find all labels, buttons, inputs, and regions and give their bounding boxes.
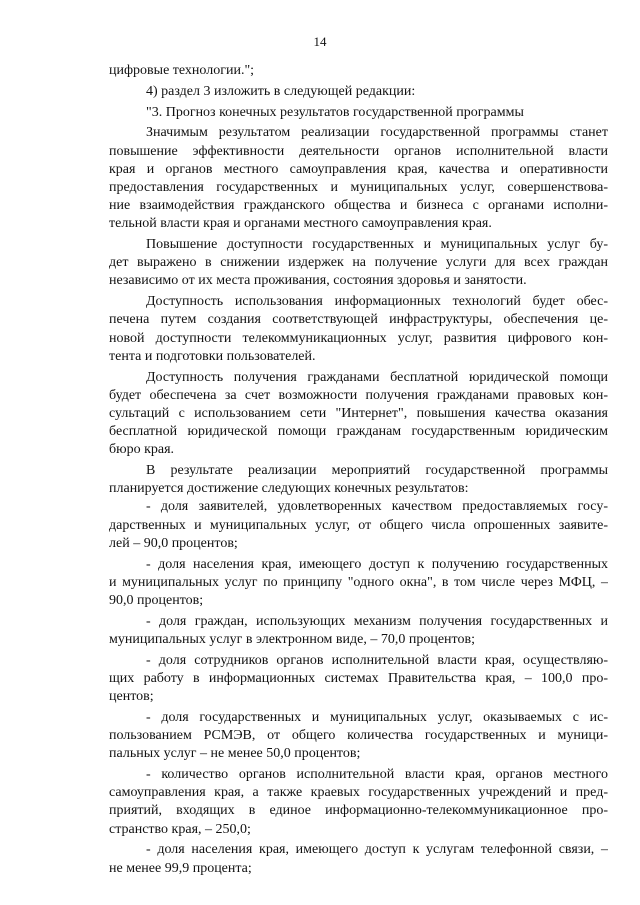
text-line: цифровые технологии.";: [109, 63, 255, 78]
text-line: "3. Прогноз конечных результатов государственной программы: [146, 104, 524, 120]
text-line: - доля государственных и муниципальных услуг, оказываемых с ис-: [146, 709, 608, 725]
text-line: тента и подготовки пользователей.: [109, 348, 316, 364]
document-body: [109, 62, 608, 878]
text-line: не менее 99,9 процента;: [109, 860, 252, 876]
text-line: Доступность получения гражданами бесплатной юридической помощи: [146, 369, 608, 385]
text-line: центов;: [109, 689, 154, 705]
text-line: лей – 90,0 процентов;: [109, 535, 238, 551]
text-line: - доля населения края, имеющего доступ к услугам телефонной связи, –: [146, 842, 608, 858]
text-line: приятий, входящих в единое информационно-телекоммуникационное про-: [109, 803, 608, 819]
text-line: - доля граждан, использующих механизм получения государственных и: [146, 613, 608, 629]
text-line: новой доступности телекоммуникационных услуг, развития цифрового кон-: [109, 330, 608, 346]
text-line: печена путем создания соответствующей инфраструктуры, обеспечения це-: [109, 312, 608, 328]
text-line: - доля населения края, имеющего доступ к получению государственных: [146, 556, 608, 572]
text-line: и муниципальных услуг по принципу "одного окна", в том числе через МФЦ, –: [109, 574, 608, 590]
text-line: независимо от их места проживания, состояния здоровья и занятости.: [109, 273, 527, 289]
text-line: края и органов местного самоуправления края, качества и оперативности: [109, 161, 608, 177]
text-line: щих работу в информационных системах Правительства края, – 100,0 про-: [109, 670, 608, 686]
text-line: самоуправления края, а также краевых государственных учреждений и пред-: [109, 785, 608, 801]
text-line: - доля заявителей, удовлетворенных качеством предоставляемых госу-: [146, 499, 608, 515]
text-line: тельной власти края и органами местного самоуправления края.: [109, 216, 492, 232]
text-line: Доступность использования информационных технологий будет обес-: [146, 294, 608, 310]
text-line: 4) раздел 3 изложить в следующей редакции:: [146, 83, 416, 99]
text-line: пользованием РСМЭВ, от общего количества государственных и муници-: [109, 728, 608, 744]
text-line: странство края, – 250,0;: [109, 821, 251, 837]
text-line: бесплатной юридической помощи гражданам государственным юридическим: [109, 424, 608, 440]
text-line: Значимым результатом реализации государственной программы станет: [146, 125, 608, 141]
text-line: предоставления государственных и муниципальных услуг, совершенствова-: [109, 179, 608, 195]
text-line: Повышение доступности государственных и муниципальных услуг бу-: [146, 237, 608, 253]
text-line: бюро края.: [109, 442, 175, 458]
text-line: пальных услуг – не менее 50,0 процентов;: [109, 746, 361, 762]
text-line: повышение эффективности деятельности органов исполнительной власти: [109, 143, 608, 159]
text-line: - доля сотрудников органов исполнительной власти края, осуществляю-: [146, 652, 608, 668]
page-number: 14: [313, 34, 327, 49]
text-line: планируется достижение следующих конечных результатов:: [109, 481, 469, 497]
text-line: дарственных и муниципальных услуг, от общего числа опрошенных заявите-: [109, 517, 608, 533]
text-line: муниципальных услуг в электронном виде, – 70,0 процентов;: [109, 631, 475, 647]
text-line: 90,0 процентов;: [109, 593, 204, 608]
text-line: сультаций с использованием сети "Интернет", повышения качества оказания: [109, 405, 608, 421]
text-line: - количество органов исполнительной власти края, органов местного: [146, 767, 608, 783]
text-line: будет обеспечена за счет возможности получения гражданами правовых кон-: [109, 387, 608, 403]
text-line: В результате реализации мероприятий государственной программы: [146, 463, 608, 479]
text-line: ние взаимодействия гражданского общества и бизнеса с органами исполни-: [109, 198, 608, 214]
text-line: дет выражено в снижении издержек на получение услуги для всех граждан: [109, 255, 608, 271]
